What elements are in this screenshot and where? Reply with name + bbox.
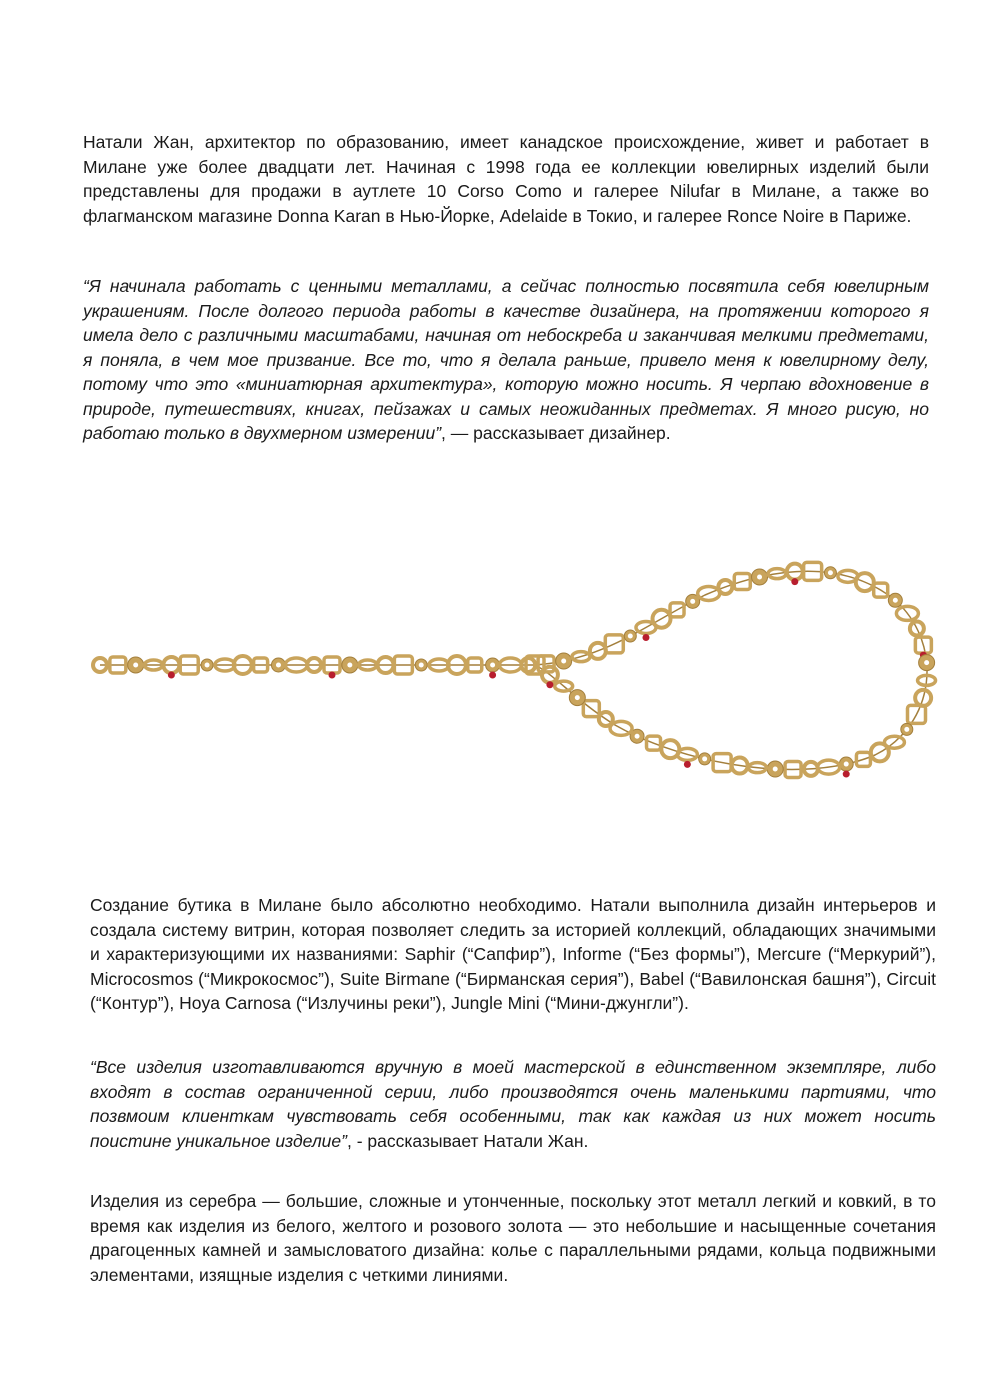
necklace-link-hole	[276, 663, 281, 668]
necklace-link-hole	[702, 756, 707, 761]
necklace-link-hole	[844, 762, 849, 767]
necklace-link-hole	[904, 727, 909, 732]
quote-attribution-2: , - рассказывает Натали Жан.	[346, 1130, 589, 1151]
designer-quote-paragraph	[83, 274, 929, 446]
ruby-gem	[168, 672, 175, 679]
necklace-link-hole	[133, 663, 138, 668]
necklace-link-hole	[419, 663, 424, 668]
designer-quote: “Я начинала работать с ценными металлами, а сейчас полностью посвятила себя ювелирным украшениям. После долгого периода работы в качестве дизайнера, на протяжении которого я имела дело с различными масштабами, начиная от небоскреба и заканчивая мелкими предметами, я поняла, в чем мое призвание. Все то, что я делала раньше, привело меня к ювелирному делу, потому что это «миниатюрная архитектура», которую можно носить. Я черпаю вдохновение в природе, путешествиях, книгах, пейзажах и самых неожиданных предметах. Я много рисую, но работаю только в двухмерном измерении”	[83, 276, 929, 443]
quote-attribution: , — рассказывает дизайнер.	[441, 423, 671, 443]
necklace-link-hole	[773, 767, 778, 772]
ruby-gem	[791, 578, 798, 585]
necklace-link-hole	[347, 663, 352, 668]
necklace-link-hole	[628, 634, 633, 639]
handmade-quote: “Все изделия изготавливаются вручную в моей мастерской в единственном экземпляре, либо входят в состав ограниченной серии, либо производятся очень маленькими партиями, что позвмоим клиенткам чувствовать себя особенными, так как каждая из них может носить поистине уникальное изделие”	[90, 1057, 936, 1151]
ruby-gem	[684, 761, 691, 768]
ruby-gem	[843, 771, 850, 778]
intro-paragraph: Натали Жан, архитектор по образованию, имеет канадское происхождение, живет и работает в Милане уже более двадцати лет. Начиная с 1998 года ее коллекции ювелирных изделий были представлены для продажи в аутлете 10 Corso Como и галерее Nilufar в Милане, а также во флагманском магазине Donna Karan в Нью-Йорке, Adelaide в Токио, и галерее Ronce Noire в Париже.	[83, 132, 929, 226]
necklace-link-hole	[205, 663, 210, 668]
boutique-paragraph: Создание бутика в Милане было абсолютно необходимо. Натали выполнила дизайн интерьеров и создала систему витрин, которая позволяет следить за историей коллекций, обладающих значимыми и характеризующими их названиями: Saphir (“Сапфир”), Informe (“Без формы”), Mercure (“Меркурий”), Microcosmos (“Микрокосмос”), Suite Birmane (“Бирманская серия”), Babel (“Вавилонская башня”), Circuit (“Контур”), Hoya Carnosa (“Излучины реки”), Jungle Mini (“Мини-джунгли”).	[90, 895, 936, 1013]
ruby-gem	[642, 634, 649, 641]
necklace-link-hole	[575, 695, 580, 700]
necklace-link-hole	[635, 734, 640, 739]
necklace-link-hole	[893, 598, 898, 603]
necklace-link-hole	[690, 599, 695, 604]
necklace-link-hole	[757, 574, 762, 579]
ruby-gem	[489, 672, 496, 679]
ruby-gem	[546, 681, 553, 688]
ruby-gem	[328, 672, 335, 679]
materials-paragraph: Изделия из серебра — большие, сложные и утонченные, поскольку этот металл легкий и ковкий, в то время как изделия из белого, желтого и розового золота — это небольшие и насыщенные сочетания драгоценных камней и замысловатого дизайна: колье с параллельными рядами, кольца подвижными элементами, изящные изделия с четкими линиями.	[90, 1191, 936, 1285]
necklace-link-hole	[561, 659, 566, 664]
necklace-link-hole	[490, 663, 495, 668]
necklace-link-hole	[924, 660, 929, 665]
necklace-photo	[85, 525, 965, 825]
handmade-quote-paragraph	[90, 1055, 936, 1153]
necklace-link-hole	[828, 570, 833, 575]
